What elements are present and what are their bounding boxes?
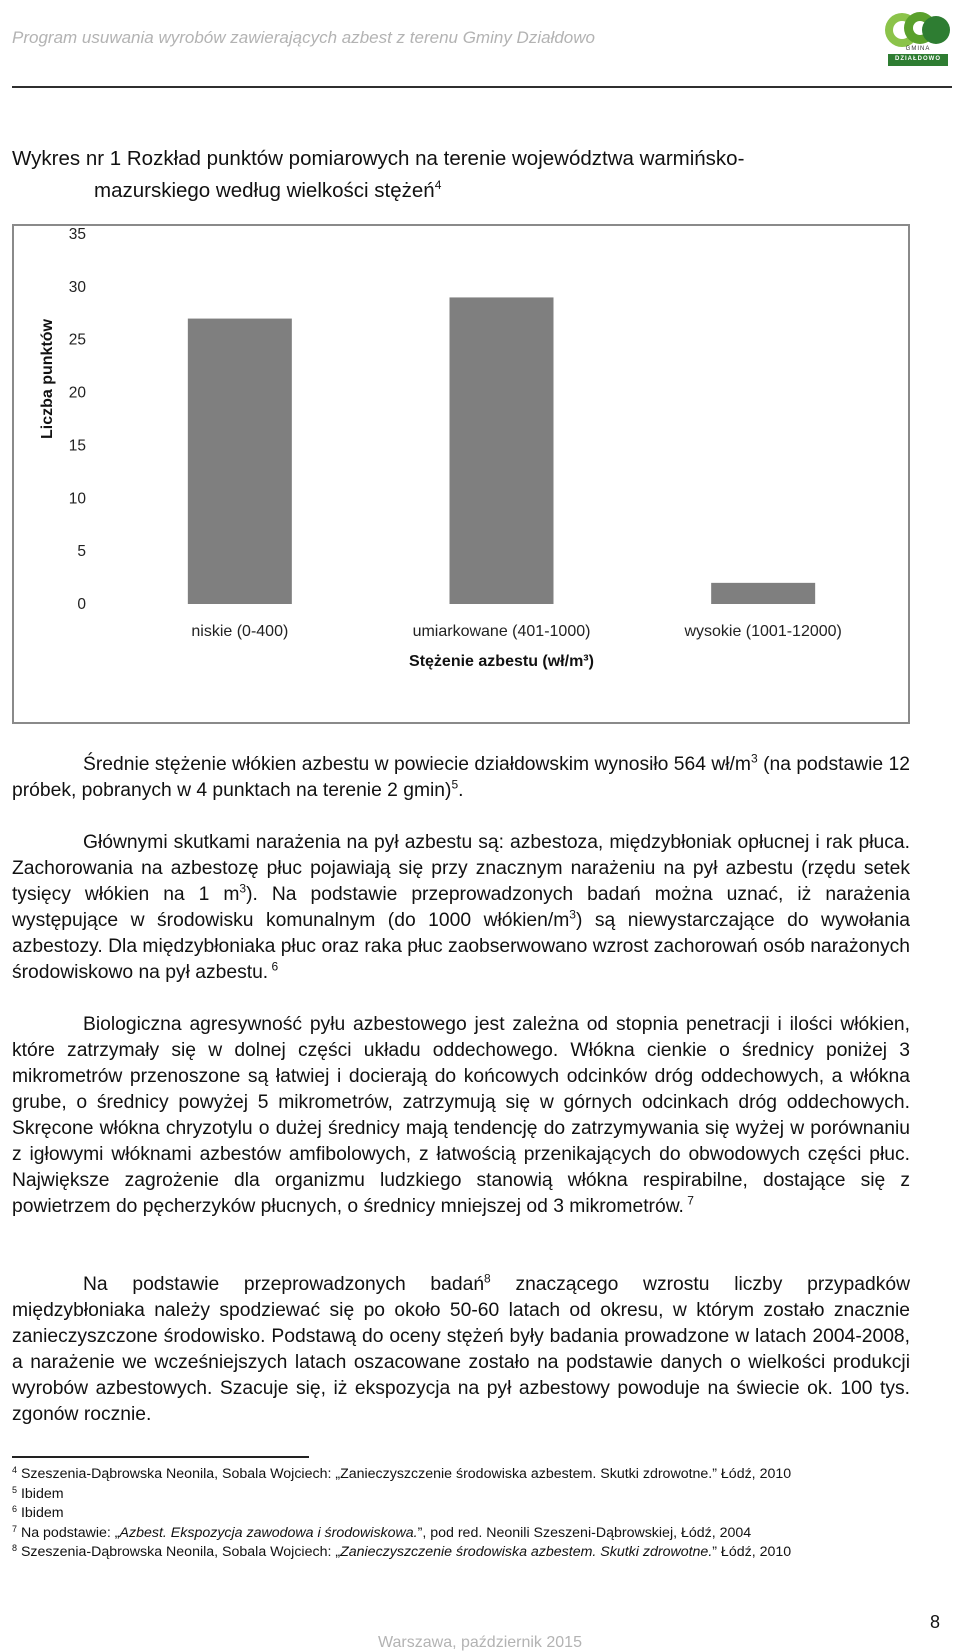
footnote-7-post: ”, pod red. Neonili Szeszeni-Dąbrowskiej, Łódź, 2004 [417, 1524, 752, 1541]
paragraph-4-text-a: Na podstawie przeprowadzonych badań [83, 1274, 485, 1295]
footnote-8-pre: Szeszenia-Dąbrowska Neonila, Sobala Wojciech: „ [17, 1544, 341, 1560]
paragraph-2-text-b: ). Na podstawie przeprowadzonych badań można uznać, iż narażenia występujące w środowisku komunalnym (do 1000 włókien/m [12, 884, 910, 931]
footnote-7-title: Azbest. Ekspozycja zawodowa i środowiskowa. [119, 1524, 418, 1541]
footnote-8 [12, 1543, 942, 1563]
y-tick-label: 25 [68, 331, 86, 349]
x-tick-label: wysokie (1001-12000) [684, 623, 842, 640]
footnote-8-post: ” Łódź, 2010 [712, 1544, 792, 1560]
footnote-7-number: 7 [12, 1523, 18, 1534]
paragraph-3-text: Biologiczna agresywność pyłu azbestowego jest zależna od stopnia penetracji i ilości włókien, które zatrzymały się w dolnej części układu oddechowego. Włókna cienkie o średnicy poniżej 3 mikrometrów przenoszone są łatwiej i docierają do końcowych odcinków dróg oddechowych, a włókna grube, o średnicy powyżej 5 mikrometrów, zatrzymują się w górnych odcinkach dróg oddechowych. Skręcone włókna chryzotylu o dużej średnicy mają tendencję do zatrzymywania się wyżej w porównaniu z igłowymi włóknami azbestów amfibolowych, z łatwością przenikających do obwodowych części płuc. Największe zagrożenie dla organizmu ludzkiego stanowią włókna respirabilne, dostające się z powietrzem do pęcherzyków płucnych, o średnicy mniejszej od 3 mikrometrów. [12, 1014, 910, 1217]
paragraph-1-text-c: . [458, 780, 464, 801]
y-tick-label: 5 [77, 543, 86, 561]
paragraph-2-text-a: Głównymi skutkami narażenia na pył azbestu są: azbestoza, międzybłoniak opłucnej i rak płuca. Zachorowania na azbestozę płuc pojawiają się przy znacznym narażeniu na pył azbestu (rzędu setek tysięcy włókien na 1 m [12, 832, 910, 905]
footnote-7-pre: Na podstawie: „ [17, 1524, 120, 1541]
chart-caption [12, 145, 912, 204]
logo-text-top: GMINA [905, 46, 931, 52]
x-tick-label: umiarkowane (401-1000) [412, 623, 591, 640]
paragraph-1-text-b: (na podstawie 12 próbek, pobranych w 4 punktach na terenie 2 gmin) [12, 754, 910, 801]
bar [450, 297, 554, 604]
caption-line-2: mazurskiego według wielkości stężeń [94, 178, 435, 202]
logo-text-bottom: DZIAŁDOWO [895, 56, 941, 62]
footnote-8-number: 8 [12, 1543, 18, 1553]
paragraph-2-sup-1: 3 [239, 881, 247, 896]
paragraph-1 [12, 752, 910, 804]
caption-line-1: Wykres nr 1 Rozkład punktów pomiarowych na terenie województwa warmińsko- [12, 147, 745, 170]
footnote-5-number: 5 [12, 1484, 18, 1495]
paragraph-4 [12, 1272, 910, 1428]
footnote-separator [12, 1456, 309, 1458]
y-tick-label: 0 [77, 596, 86, 613]
bar-chart [12, 224, 910, 724]
paragraph-1-footnote-ref: 5 [451, 777, 459, 792]
paragraph-1-text-a: Średnie stężenie włókien azbestu w powiecie działdowskim wynosiło 564 wł/m [83, 754, 751, 775]
document-header-title: Program usuwania wyrobów zawierających azbest z terenu Gminy Działdowo [12, 28, 595, 47]
paragraph-2-footnote-ref: 6 [268, 959, 279, 974]
header-divider [12, 86, 952, 88]
paragraph-2 [12, 830, 910, 986]
x-tick-label: niskie (0-400) [191, 623, 289, 640]
page-number: 8 [929, 1612, 940, 1632]
footnote-4-text: Szeszenia-Dąbrowska Neonila, Sobala Wojciech: „Zanieczyszczenie środowiska azbestem. Skutki zdrowotne.” Łódź, 2010 [17, 1466, 792, 1482]
y-tick-label: 15 [68, 437, 86, 455]
gmina-dzialdowo-logo [880, 8, 956, 70]
paragraph-3-footnote-ref: 7 [683, 1193, 694, 1208]
paragraph-2-sup-2: 3 [569, 907, 576, 922]
paragraph-4-footnote-ref: 8 [484, 1271, 491, 1286]
footnote-6 [12, 1504, 942, 1524]
y-axis-label: Liczba punktów [39, 319, 56, 439]
bar [188, 319, 292, 604]
paragraph-2-text-c: ) są niewystarczające do wywołania azbestozy. Dla międzybłoniaka płuc oraz raka płuc zaobserwowano wzrost zachorowań osób narażonych środowiskowo na pył azbestu. [12, 910, 910, 983]
y-tick-label: 10 [68, 490, 86, 508]
footnotes [12, 1465, 942, 1563]
footnote-6-number: 6 [12, 1504, 18, 1514]
footnote-8-title: Zanieczyszczenie środowiska azbestem. Skutki zdrowotne. [340, 1544, 713, 1560]
paragraph-1-sup: 3 [750, 751, 758, 766]
footer-text: Warszawa, październik 2015 [378, 1634, 582, 1651]
footnote-6-text: Ibidem [17, 1505, 64, 1521]
y-tick-label: 30 [68, 278, 86, 296]
x-axis-label: Stężenie azbestu (wł/m³) [409, 653, 594, 670]
footnote-5-text: Ibidem [17, 1485, 64, 1502]
bar [711, 583, 815, 604]
y-tick-label: 20 [68, 384, 86, 402]
paragraph-4-text-b: znaczącego wzrostu liczby przypadków międzybłoniaka należy spodziewać się po około 50-60 latach od okresu, w którym zostało znacznie zanieczyszczone środowisko. Podstawą do oceny stężeń były badania prowadzone w latach 2004-2008, a narażenie we wcześniejszych latach oszacowane zostało na podstawie danych o wielkości produkcji wyrobów azbestowych. Szacuje się, iż ekspozycja na pył azbestowy powoduje na świecie ok. 100 tys. zgonów rocznie. [12, 1274, 910, 1425]
bar-chart-svg [14, 226, 908, 722]
paragraph-3 [12, 1012, 910, 1220]
footnote-4 [12, 1465, 942, 1485]
caption-footnote-ref: 4 [434, 178, 442, 192]
y-tick-label: 35 [68, 226, 86, 243]
footnote-4-number: 4 [12, 1465, 18, 1475]
footnote-7 [12, 1524, 942, 1544]
footnote-5 [12, 1485, 942, 1505]
